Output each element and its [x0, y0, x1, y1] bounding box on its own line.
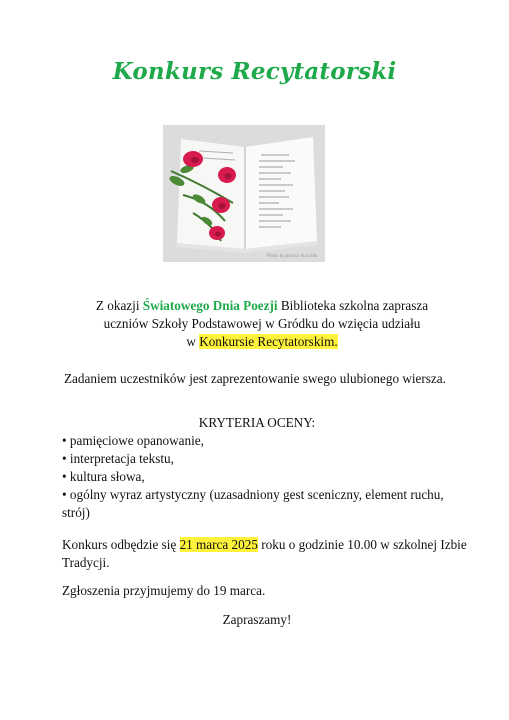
intro-paragraph — [52, 297, 472, 351]
criteria-item: • kultura słowa, — [62, 469, 145, 484]
criteria-item: • ogólny wyraz artystyczny (uzasadniony gest sceniczny, element ruchu, strój) — [62, 487, 444, 520]
intro-text-2: Biblioteka szkolna zaprasza — [277, 298, 429, 313]
criteria-heading: KRYTERIA OCENY: — [198, 415, 316, 430]
intro-line-2: uczniów Szkoły Podstawowej w Gródku do wzięcia udziału — [103, 316, 421, 331]
document-title: Konkurs Recytatorski — [112, 58, 397, 85]
criteria-item: • interpretacja tekstu, — [62, 451, 174, 466]
contest-name-highlight: Konkursie Recytatorskim. — [199, 334, 338, 349]
closing-text: Zapraszamy! — [222, 612, 292, 627]
intro-text-1: Z okazji — [95, 298, 143, 313]
criteria-item: • pamięciowe opanowanie, — [62, 433, 204, 448]
photo-watermark: Photo by Jessica Ruscello — [267, 253, 318, 258]
event-text-1: Konkurs odbędzie się — [62, 537, 180, 552]
task-paragraph: Zadaniem uczestników jest zaprezentowanie swego ulubionego wiersza. — [64, 371, 446, 386]
criteria-list — [62, 432, 474, 522]
event-date-highlight: 21 marca 2025 — [179, 537, 258, 552]
event-text-2: roku o godzinie 10.00 w szkolnej Izbie Tradycji. — [62, 537, 467, 570]
poetry-day-highlight: Światowego Dnia Poezji — [142, 298, 278, 313]
registration-text: Zgłoszenia przyjmujemy do 19 marca. — [62, 583, 266, 598]
intro-line-3-pre: w — [186, 334, 200, 349]
event-paragraph — [62, 536, 474, 572]
book-roses-photo — [163, 125, 325, 262]
